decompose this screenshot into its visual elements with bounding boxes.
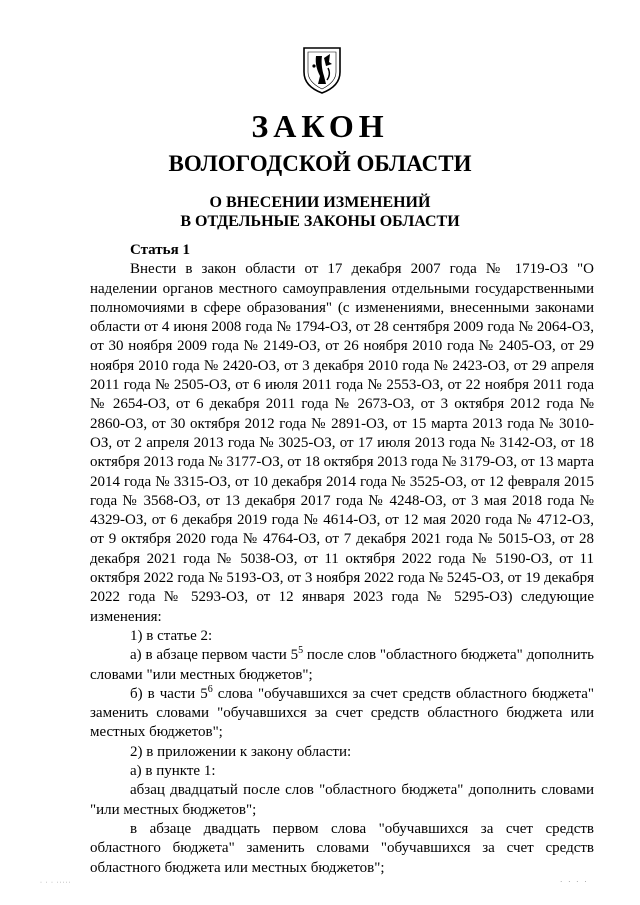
item-1: 1) в статье 2: <box>130 627 213 644</box>
item-1a <box>90 646 594 685</box>
item-1b <box>90 685 594 743</box>
item-1b-pre: б) в части 5 <box>130 685 208 702</box>
document-region: ВОЛОГОДСКОЙ ОБЛАСТИ <box>168 151 472 176</box>
document-title: ЗАКОН <box>251 108 389 144</box>
item-2a-paragraph2: в абзаце двадцать первом слова "обучавшихся за счет средств областного бюджета" заменить словами "обучавшихся за счет средств областного бюджета или местных бюджетов"; <box>90 820 594 876</box>
item-1b-post: слова "обучавшихся за счет средств областного бюджета" заменить словами "обучавшихся за счет средств областного бюджета или местных бюджетов"; <box>90 685 594 741</box>
article-intro: Внести в закон области от 17 декабря 2007 года № 1719-ОЗ "О наделении органов местного самоуправления отдельными государственными полномочиями в сфере образования" (с изменениями, внесенными законами области от 4 июня 2008 года № 1794-ОЗ, от 28 сентября 2009 года № 2064-ОЗ, от 30 ноября 2009 года № 2149-ОЗ, от 26 ноября 2010 года № 2405-ОЗ, от 29 ноября 2010 года № 2420-ОЗ, от 3 декабря 2010 года № 2423-ОЗ, от 29 апреля 2011 года № 2505-ОЗ, от 6 июля 2011 года № 2553-ОЗ, от 22 ноября 2011 года № 2654-ОЗ, от 6 декабря 2011 года № 2673-ОЗ, от 3 октября 2012 года № 2860-ОЗ, от 30 октября 2012 года № 2891-ОЗ, от 15 марта 2013 года № 3010-ОЗ, от 2 апреля 2013 года № 3025-ОЗ, от 17 июля 2013 года № 3142-ОЗ, от 18 октября 2013 года № 3177-ОЗ, от 18 октября 2013 года № 3179-ОЗ, от 13 марта 2014 года № 3315-ОЗ, от 10 декабря 2014 года № 3525-ОЗ, от 12 февраля 2015 года № 3568-ОЗ, от 13 декабря 2017 года № 4248-ОЗ, от 3 мая 2018 года № 4329-ОЗ, от 6 декабря 2019 года № 4614-ОЗ, от 12 мая 2020 года № 4712-ОЗ, от 9 октября 2020 года № 4764-ОЗ, от 7 декабря 2021 года № 5015-ОЗ, от 28 декабря 2021 года № 5038-ОЗ, от 11 октября 2022 года № 5190-ОЗ, от 11 октября 2022 года № 5193-ОЗ, от 3 ноября 2022 года № 5245-ОЗ, от 19 декабря 2022 года № 5293-ОЗ, от 12 января 2023 года № 5295-ОЗ) следующие изменения: <box>90 261 594 625</box>
item-2a: а) в пункте 1: <box>130 763 216 780</box>
item-1a-sup: 5 <box>298 645 304 657</box>
coat-of-arms-icon <box>302 46 342 94</box>
item-1a-pre: а) в абзаце первом части 5 <box>130 647 299 664</box>
item-2: 2) в приложении к закону области: <box>130 743 352 760</box>
item-1a-post: после слов "областного бюджета" дополнить словами "или местных бюджетов"; <box>90 647 594 683</box>
footer-left-mark: · · · ····· <box>40 880 72 886</box>
item-1b-sup: 6 <box>207 683 213 695</box>
article-title: Статья 1 <box>130 242 190 258</box>
document-body <box>90 241 594 878</box>
item-2a-paragraph1: абзац двадцатый после слов "областного бюджета" дополнить словами "или местных бюджетов"; <box>90 782 594 818</box>
document-heading-line2: В ОТДЕЛЬНЫЕ ЗАКОНЫ ОБЛАСТИ <box>180 213 460 230</box>
footer-right-mark: · · · · <box>560 878 589 886</box>
document-heading-line1: О ВНЕСЕНИИ ИЗМЕНЕНИЙ <box>209 194 431 211</box>
